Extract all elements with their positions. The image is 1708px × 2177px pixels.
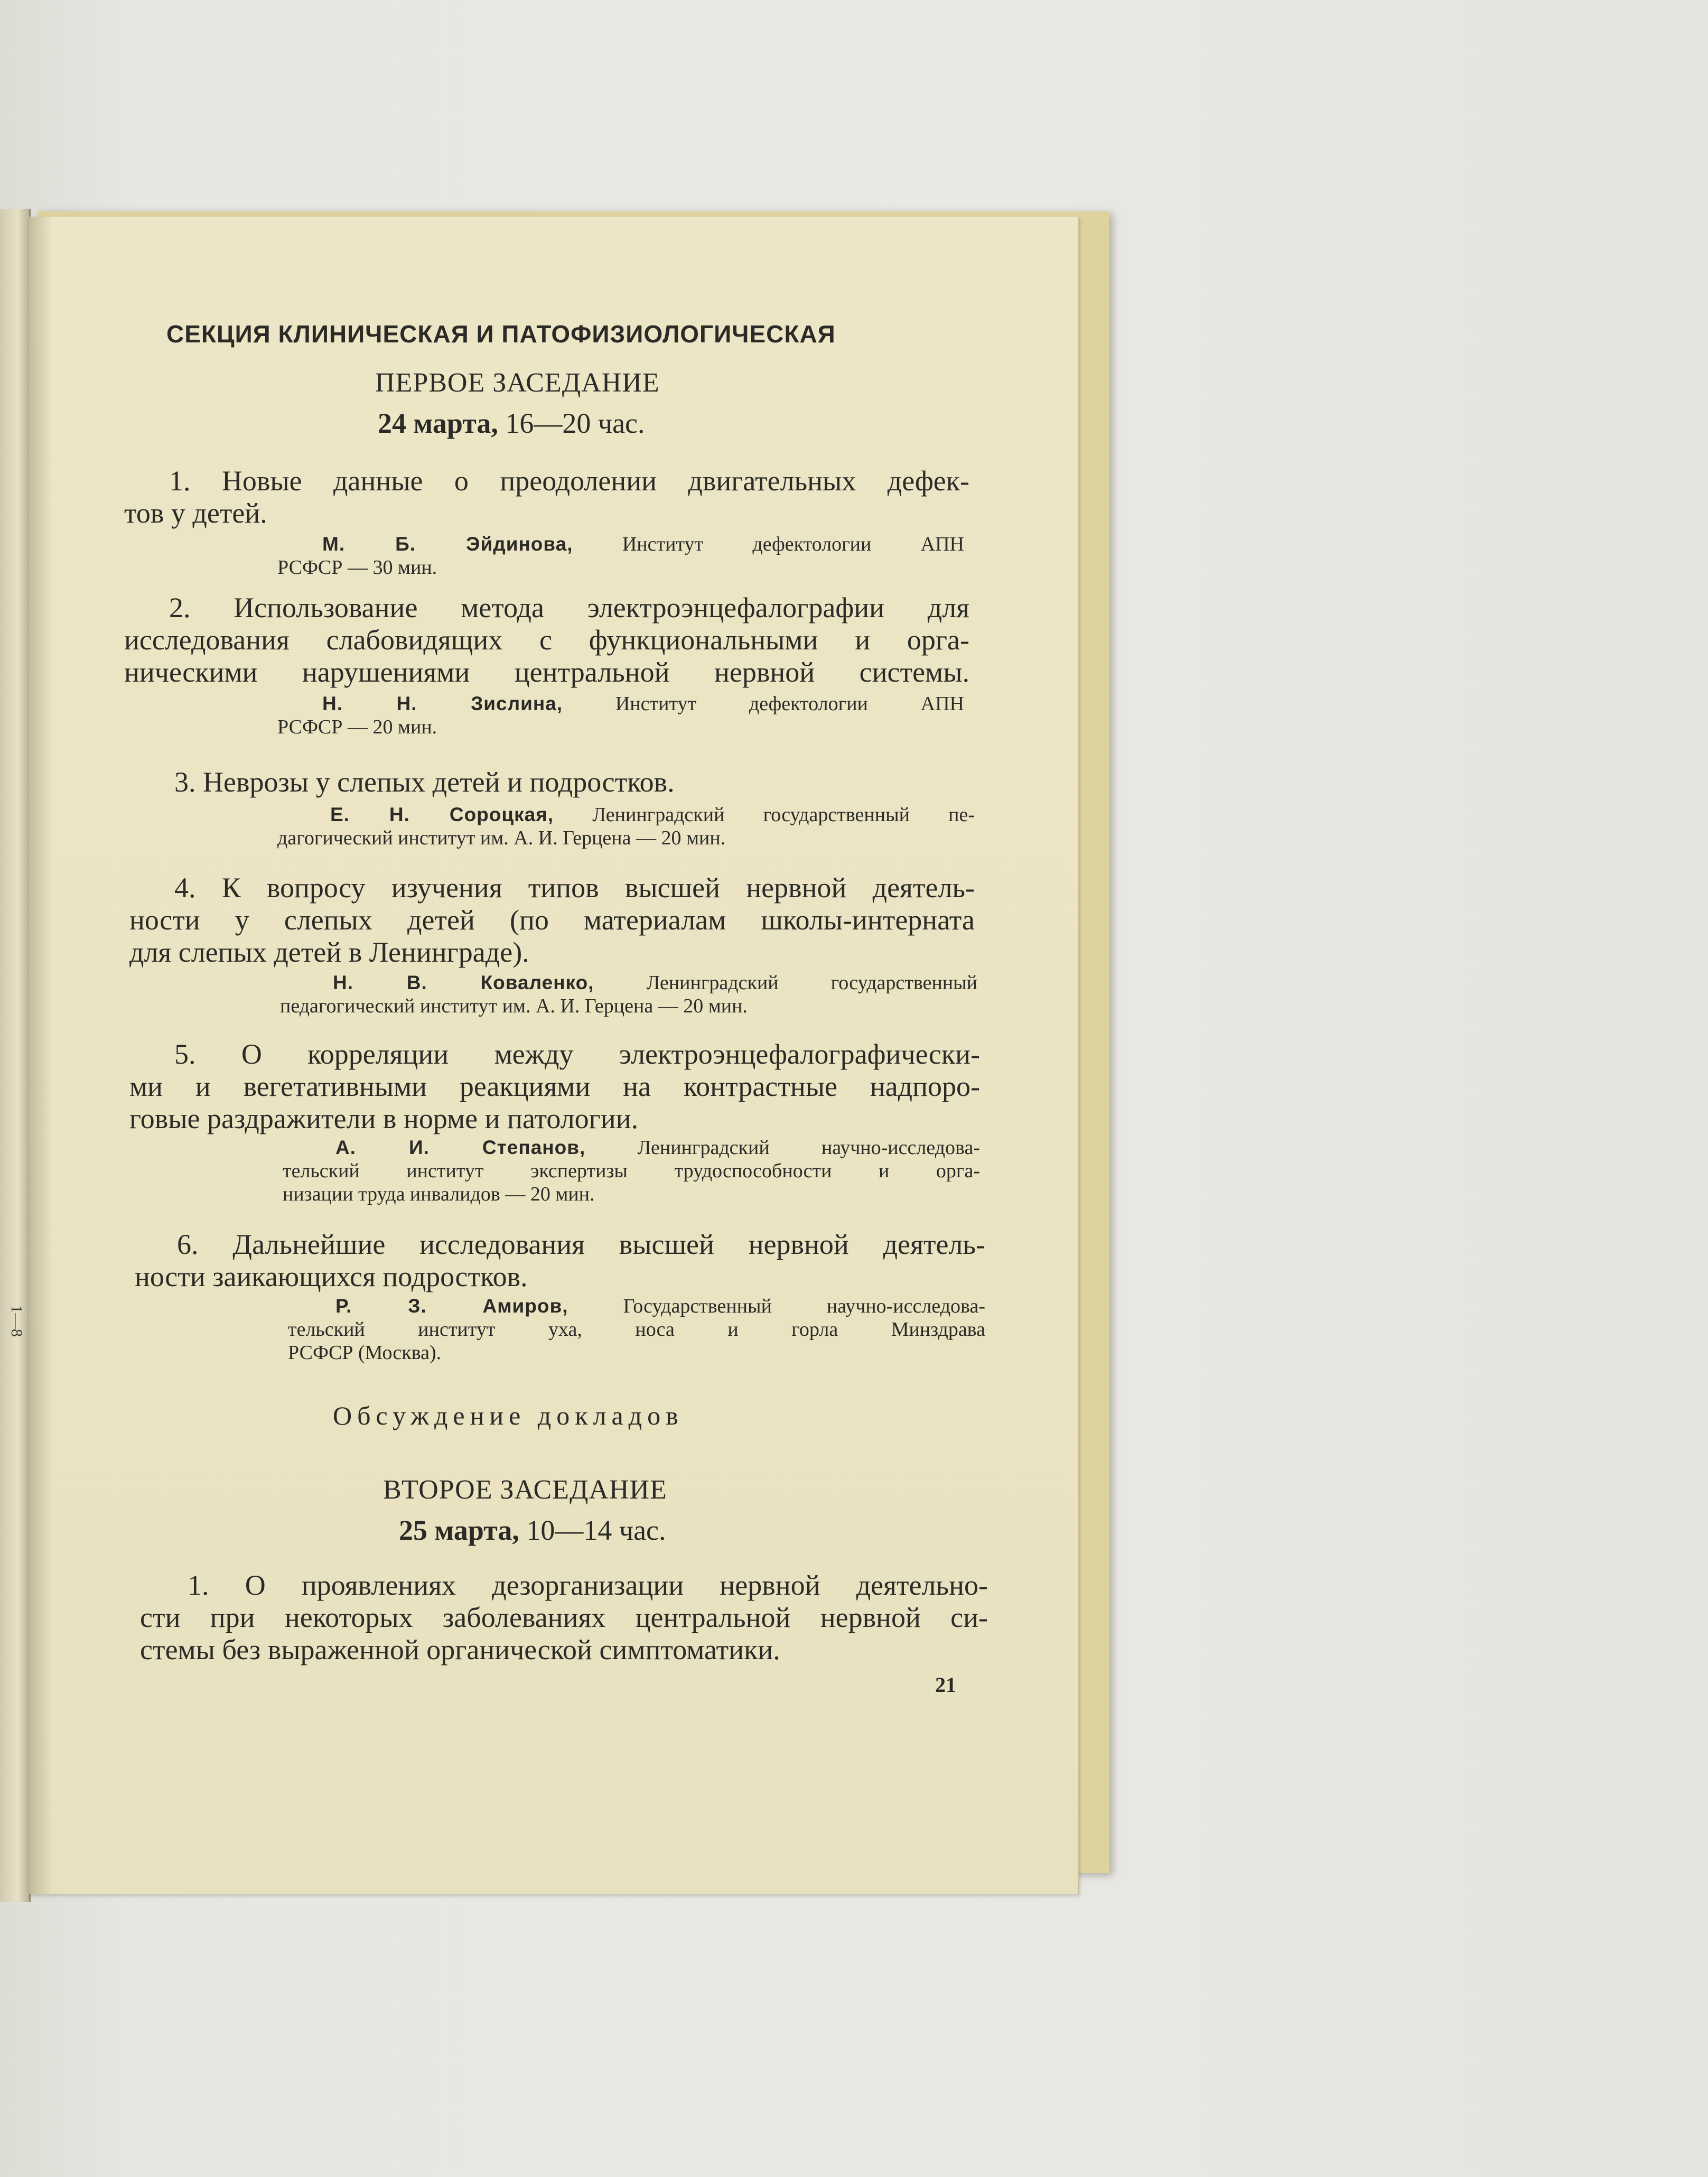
author-name: Н. Н. Зислина, [322,693,563,714]
session2-report-1-line-2: сти при некоторых заболеваниях центральной нервной си- [140,1602,988,1633]
report-4-author [280,971,977,1018]
author-name: Е. Н. Сороцкая, [330,804,554,825]
report-5-author [283,1136,980,1206]
report-1 [124,465,969,529]
report-1-line-2: тов у детей. [124,497,267,529]
author-line-3: РСФСР (Москва). [288,1342,442,1364]
author-affiliation: Институт дефектологии АПН [573,533,964,555]
margin-signature-mark [8,1305,25,1379]
author-line-1 [277,692,964,715]
report-4-line-2: ности у слепых детей (по материалам школы-интерната [129,904,975,936]
document-page [29,217,1079,1894]
author-line-1 [277,533,964,556]
report-4 [129,872,975,969]
session2-report-1-line-1: 1. О проявлениях дезорганизации нервной деятельно- [188,1569,988,1601]
author-affiliation: Ленинградский научно-исследова- [585,1137,980,1159]
signature-mark-text: 1—8 [8,1305,25,1337]
author-line-1 [288,1295,985,1318]
session1-date-time: 16—20 час. [498,407,645,439]
report-2-author [277,692,964,739]
report-2 [124,592,969,689]
author-name: А. И. Степанов, [335,1137,586,1158]
author-line-1 [277,803,975,826]
session2-date [399,1514,666,1547]
author-line-2: дагогический институт им. А. И. Герцена — 20 мин. [277,827,726,849]
report-3-author [277,803,975,850]
session2-date-time: 10—14 час. [519,1514,666,1546]
author-line-3: низации труда инвалидов — 20 мин. [283,1183,595,1205]
author-line-1 [283,1136,980,1159]
report-1-line-1: 1. Новые данные о преодолении двигательных дефек- [169,465,969,497]
session2-report-1-line-3: стемы без выраженной органической симптоматики. [140,1634,780,1666]
spine-shadow [29,217,53,1894]
author-affiliation: Ленинградский государственный [594,972,977,994]
session2-title: ВТОРОЕ ЗАСЕДАНИЕ [383,1475,667,1505]
author-line-2: РСФСР — 30 мин. [277,556,437,579]
session2-date-day: 25 марта, [399,1514,519,1546]
report-6-line-2: ности заикающихся подростков. [135,1261,528,1292]
report-2-line-2: исследования слабовидящих с функциональными и орга- [124,624,969,656]
page-number: 21 [935,1673,956,1697]
report-5-line-3: говые раздражители в норме и патологии. [129,1103,639,1134]
author-line-2: педагогический институт им. А. И. Герцена — 20 мин. [280,995,748,1017]
session1-title: ПЕРВОЕ ЗАСЕДАНИЕ [375,368,660,398]
report-4-line-3: для слепых детей в Ленинграде). [129,936,529,968]
author-line-2: РСФСР — 20 мин. [277,716,437,738]
session1-date-day: 24 марта, [378,407,498,439]
report-3-line-1: 3. Неврозы у слепых детей и подростков. [174,766,675,798]
report-5-line-2: ми и вегетативными реакциями на контрастные надпоро- [129,1071,980,1102]
author-name: Н. В. Коваленко, [333,972,594,993]
author-affiliation: Институт дефектологии АПН [563,693,964,715]
session1-date [378,407,645,440]
section-title: СЕКЦИЯ КЛИНИЧЕСКАЯ И ПАТОФИЗИОЛОГИЧЕСКАЯ [166,320,836,348]
discussion-note: Обсуждение докладов [333,1401,684,1430]
author-line-2: тельский институт уха, носа и горла Минздрава [288,1318,985,1341]
author-line-1 [280,971,977,994]
report-6 [135,1229,985,1293]
report-6-author [288,1295,985,1364]
report-4-line-1: 4. К вопросу изучения типов высшей нервной деятель- [174,872,975,904]
author-affiliation: Ленинградский государственный пе- [554,804,975,826]
session2-report-1 [140,1569,988,1666]
report-2-line-3: ническими нарушениями центральной нервной системы. [124,656,969,688]
left-page-edge [0,209,31,1902]
report-3 [124,766,969,798]
report-2-line-1: 2. Использование метода электроэнцефалографии для [169,592,969,624]
report-6-line-1: 6. Дальнейшие исследования высшей нервной деятель- [177,1229,985,1260]
author-affiliation: Государственный научно-исследова- [568,1295,985,1317]
report-5-line-1: 5. О корреляции между электроэнцефалографически- [174,1038,980,1070]
report-1-author [277,533,964,579]
author-line-2: тельский институт экспертизы трудоспособности и орга- [283,1160,980,1182]
author-name: М. Б. Эйдинова, [322,533,573,555]
report-5 [129,1038,980,1135]
author-name: Р. З. Амиров, [335,1295,568,1317]
